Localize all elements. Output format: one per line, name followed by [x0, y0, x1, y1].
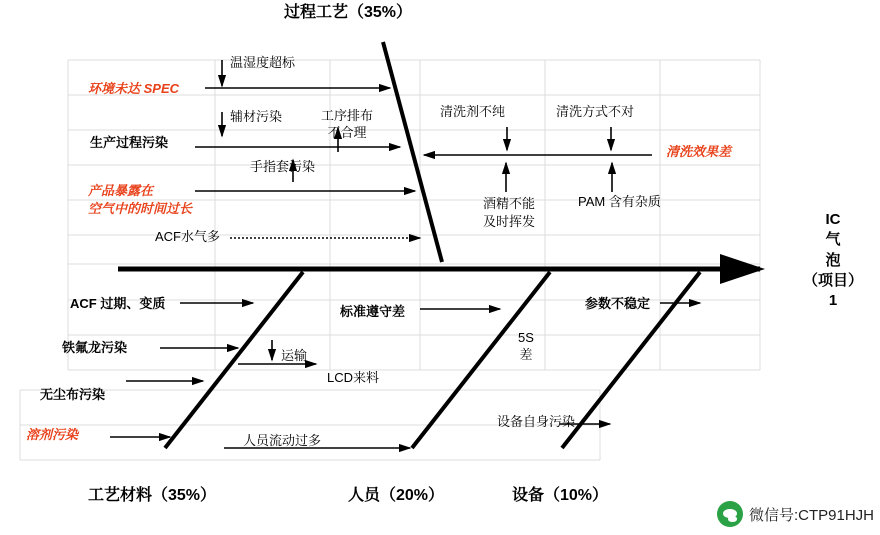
- wechat-icon: [717, 501, 743, 527]
- cause-env-not-spec: 环境未达 SPEC: [88, 81, 180, 96]
- category-people: 人员（20%）: [348, 487, 445, 504]
- effect-line-2: 气: [825, 231, 841, 249]
- cause-cleaning-method-wrong: 清洗方式不对: [556, 104, 635, 119]
- cause-transport: 运输: [281, 348, 308, 363]
- cause-standard-compliance-poor: 标准遵守差: [340, 304, 406, 319]
- cause-production-contamination: 生产过程污染: [90, 135, 169, 150]
- cause-aux-material-contamination: 辅材污染: [230, 109, 283, 124]
- cause-5s-poor: 5S 差: [518, 330, 534, 362]
- category-material: 工艺材料（35%）: [88, 487, 217, 504]
- cause-product-exposure-time: 产品暴露在 空气中的时间过长: [88, 183, 193, 216]
- effect-line-5: 1: [828, 292, 838, 309]
- cause-process-layout: 工序排布 不合理: [320, 108, 373, 140]
- cause-teflon-contamination: 铁氟龙污染: [62, 340, 128, 355]
- cause-solvent-contamination: 溶剂污染: [26, 427, 79, 442]
- cause-pam-impurity: PAM 含有杂质: [578, 194, 661, 209]
- cause-finger-cot-contamination: 手指套污染: [250, 159, 316, 174]
- cause-staff-turnover: 人员流动过多: [243, 433, 322, 448]
- watermark-text: 微信号:CTP91HJH: [748, 506, 874, 524]
- cause-temp-humidity: 温湿度超标: [230, 55, 296, 70]
- effect-line-1: IC: [825, 211, 841, 228]
- cause-cleaner-impure: 清洗剂不纯: [440, 104, 506, 119]
- cause-parameter-unstable: 参数不稳定: [585, 296, 651, 311]
- effect-line-3: 泡: [825, 251, 841, 269]
- cause-dustfree-cloth-contamination: 无尘布污染: [40, 387, 106, 402]
- cause-acf-moisture: ACF水气多: [155, 229, 221, 244]
- cause-equipment-self-contamination: 设备自身污染: [497, 414, 576, 429]
- category-process: 过程工艺（35%）: [284, 4, 413, 21]
- watermark: [717, 501, 874, 527]
- category-equipment: 设备（10%）: [512, 487, 609, 504]
- cause-acf-expired: ACF 过期、变质: [70, 296, 166, 311]
- effect-line-4: （项目）: [802, 271, 863, 289]
- cause-cleaning-effect-poor: 清洗效果差: [666, 144, 732, 159]
- cause-lcd-incoming: LCD来料: [327, 370, 380, 385]
- effect-label: [798, 210, 868, 311]
- cause-alcohol-not-volatile: 酒精不能 及时挥发: [482, 196, 535, 229]
